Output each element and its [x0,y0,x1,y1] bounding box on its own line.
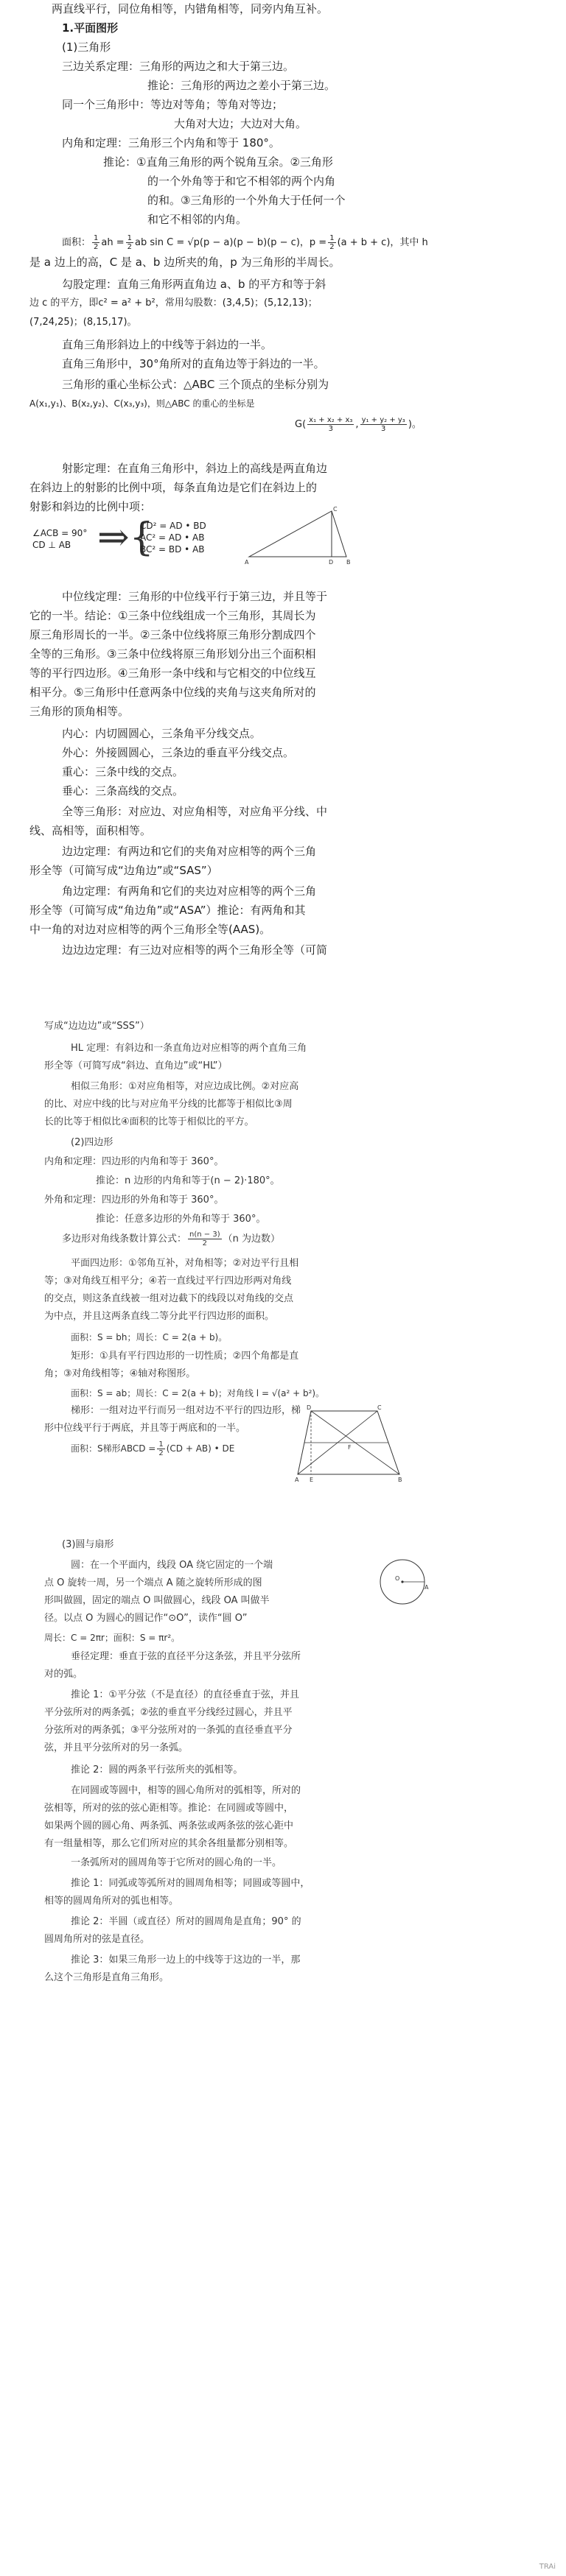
congruent-line: 全等三角形：对应边、对应角相等，对应角平分线、中 [62,805,328,818]
circle-def-line: 圆：在一个平面内，线段 OA 绕它固定的一个端 [71,1560,273,1571]
triangle-text-line: 大角对大边；大边对大角。 [174,117,307,130]
quad-line: 内角和定理：四边形的内角和等于 360°。 [44,1156,224,1167]
chord-line: 推论 1：同弧或等弧所对的圆周角相等；同圆或等圆中， [71,1878,310,1889]
triangle-text-line: 推论：三角形的两边之差小于第三边。 [147,79,336,92]
chord-line: 平分弦所对的两条弧；②弦的垂直平分线经过圆心，并且平 [44,1707,293,1718]
implies-brace: ⇒{ [97,515,154,560]
chord-line: 对的弧。 [44,1669,83,1680]
section-heading-plane-figures: 1.平面图形 [62,21,119,35]
fig2-label-B: B [398,1477,402,1483]
hl-line: 形全等（可简写成“斜边、直角边”或“HL”） [44,1060,228,1071]
centroid-fraction-x: $\frac{\text{x₁ + x₂ + x₃}}{3}$ [309,416,353,433]
circle-def-line: 径。以点 O 为圆心的圆记作“⊙O”，读作“圆 O” [44,1613,248,1624]
fig2-label-D: D [307,1404,312,1411]
trapezoid-line: 形中位线平行于两底，并且等于两底和的一半。 [44,1423,246,1434]
midline-line: 中位线定理：三角形的中位线平行于第三边，并且等于 [62,590,328,603]
midline-line: 它的一半。结论：①三条中位线组成一个三角形，其周长为 [29,609,316,622]
right-triangle-30deg-line: 直角三角形中，30°角所对的直角边等于斜边的一半。 [62,357,325,370]
area-formula-part: ah = [101,237,125,248]
quad-line: 推论：任意多边形的外角和等于 360°。 [96,1214,266,1225]
circle-def-line: 形叫做圆，固定的端点 O 叫做圆心，线段 OA 叫做半 [44,1595,270,1606]
area-note: 是 a 边上的高，C 是 a、b 边所夹的角，p 为三角形的半周长。 [29,256,340,269]
rectangle-area: 面积：S = ab；周长：C = 2(a + b)；对角线 l = √(a² + b²)。 [71,1388,325,1398]
projection-conditions: ∠ACB = 90° CD ⊥ AB [32,528,88,550]
area-formula-part: ab sin C = √p(p − a)(p − b)(p − c)，p = [135,237,327,248]
parallelogram-line: 平面四边形：①邻角互补，对角相等；②对边平行且相 [71,1258,299,1269]
circle-figure [376,1555,429,1608]
centroid-line: A(x₁,y₁)、B(x₂,y₂)、C(x₃,y₃)，则△ABC 的重心的坐标是 [29,398,255,409]
triangle-center-line: 外心：外接圆圆心，三条边的垂直平分线交点。 [62,746,295,759]
chord-line: 分弦所对的两条弧；③平分弦所对的一条弧的直径垂直平分 [44,1725,293,1736]
hl-line: HL 定理：有斜边和一条直角边对应相等的两个直角三角 [71,1043,307,1054]
triangle-text-line: 同一个三角形中：等边对等角；等角对等边； [62,98,284,111]
pythagoras-line: 边 c 的平方，即c² = a² + b²，常用勾股数：(3,4,5)；(5,12,13)； [29,298,318,309]
half-fraction: $\frac{1}{2}$ [329,234,335,251]
fig1-label-B: B [346,559,351,566]
chord-line: 圆周角所对的弦是直径。 [44,1934,150,1945]
projection-line: 射影定理：在直角三角形中，斜边上的高线是两直角边 [62,462,328,475]
triangle-text-line: 和它不相邻的内角。 [147,213,248,226]
fig3-label-O: O [395,1575,400,1582]
projection-line: 射影和斜边的比例中项： [29,500,152,513]
asa-line: 中一角的对边对应相等的两个三角形全等(AAS)。 [29,923,271,936]
chord-line: 推论 1：①平分弦（不是直径）的直径垂直于弦，并且 [71,1689,300,1700]
subsection-triangle: (1)三角形 [62,41,111,54]
sas-line: 边边定理：有两边和它们的夹角对应相等的两个三角 [62,845,317,858]
trapezoid-figure [295,1404,405,1486]
half-fraction: $\frac{1}{2}$ [158,1440,164,1457]
area-formula-part: (a + b + c)，其中 h [337,237,428,248]
chord-line: 么这个三角形是直角三角形。 [44,1972,170,1983]
fig2-label-F: F [348,1444,352,1451]
centroid-line: 三角形的重心坐标公式：△ABC 三个顶点的坐标分别为 [62,378,329,391]
triangle-text-line: 内角和定理：三角形三个内角和等于 180°。 [62,136,280,149]
triangle-text-line: 三边关系定理：三角形的两边之和大于第三边。 [62,60,295,73]
midline-line: 相平分。⑤三角形中任意两条中位线的夹角与这夹角所对的 [29,686,316,699]
fig2-label-C: C [377,1404,382,1411]
rectangle-line: 角；③对角线相等；④轴对称图形。 [44,1368,196,1379]
diagonal-count-line: 多边形对角线条数计算公式： $\frac{n(n - 3)}{2}$ （n 为边数） [62,1231,280,1247]
pythagoras-line: (7,24,25)；(8,15,17)。 [29,317,137,328]
chord-line: 推论 3：如果三角形一边上的中线等于这边的一半，那 [71,1954,301,1966]
right-triangle-median-line: 直角三角形斜边上的中线等于斜边的一半。 [62,338,273,351]
midline-line: 原三角形周长的一半。②三条中位线将原三角形分割成四个 [29,628,316,641]
chord-line: 在同圆或等圆中，相等的圆心角所对的弧相等，所对的 [71,1785,301,1796]
chord-line: 推论 2：半圆（或直径）所对的圆周角是直角；90° 的 [71,1916,301,1927]
half-fraction: $\frac{1}{2}$ [94,234,99,251]
trapezoid-line: 梯形：一组对边平行而另一组对边不平行的四边形，梯 [71,1405,301,1416]
area-formula-line [62,233,544,253]
triangle-text-line: 推论：①直角三角形的两个锐角互余。②三角形 [103,155,333,169]
centroid-fraction-y: $\frac{\text{y₁ + y₂ + y₃}}{3}$ [361,416,405,433]
asa-line: 角边定理：有两角和它们的夹边对应相等的两个三角 [62,884,317,898]
quad-line: 外角和定理：四边形的外角和等于 360°。 [44,1194,224,1206]
midline-line: 等的平行四边形。④三角形一条中线和与它相交的中位线互 [29,666,316,680]
parallelogram-line: 等；③对角线互相平分；④若一直线过平行四边形两对角线 [44,1275,292,1287]
centroid-formula: G( $\frac{\text{x₁ + x₂ + x₃}}{3}$ , $\frac{\text{y₁ + y₂ + y₃}}{3}$ )。 [295,416,422,433]
sss-line: 边边边定理：有三边对应相等的两个三角形全等（可简 [62,943,328,957]
quad-line: 推论：n 边形的内角和等于(n − 2)·180°。 [96,1175,280,1186]
sas-line: 形全等（可简写成“边角边”或“SAS”） [29,864,218,877]
fig1-label-D: D [329,559,334,566]
intro-text: 两直线平行，同位角相等，内错角相等，同旁内角互补。 [52,2,329,15]
circle-formula-line: 周长：C = 2πr；面积：S = πr²。 [44,1633,181,1643]
similar-line: 长的比等于相似比④面积的比等于相似比的平方。 [44,1116,254,1127]
circle-def-line: 点 O 旋转一周，另一个端点 A 随之旋转所形成的图 [44,1577,262,1588]
fig1-label-C: C [333,507,338,513]
fig2-label-A: A [295,1477,299,1483]
half-fraction: $\frac{1}{2}$ [127,234,132,251]
triangle-center-line: 重心：三条中线的交点。 [62,765,184,778]
triangle-center-line: 内心：内切圆圆心，三条角平分线交点。 [62,727,262,740]
chord-line: 弦，并且平分弦所对的另一条弧。 [44,1742,189,1753]
projection-results: CD² = AD • BD AC² = AD • AB BC² = BD • AB [140,521,206,555]
midline-line: 三角形的顶角相等。 [29,705,130,718]
chord-line: 如果两个圆的圆心角、两条弧、两条弦或两条弦的弦心距中 [44,1820,294,1831]
pythagoras-line: 勾股定理：直角三角形两直角边 a、b 的平方和等于斜 [62,278,326,291]
area-label: 面积： [62,237,91,248]
subsection-quadrilateral: (2)四边形 [71,1137,113,1148]
triangle-text-line: 的一个外角等于和它不相邻的两个内角 [147,175,336,188]
parallelogram-line: 的交点，则这条直线被一组对边截下的线段以对角线的交点 [44,1293,294,1304]
similar-line: 相似三角形：①对应角相等，对应边成比例。②对应高 [71,1081,299,1092]
parallelogram-area: 面积：S = bh；周长：C = 2(a + b)。 [71,1332,228,1342]
chord-line: 推论 2：圆的两条平行弦所夹的弧相等。 [71,1764,243,1776]
projection-line: 在斜边上的射影的比例中项，每条直角边是它们在斜边上的 [29,481,318,494]
fig1-label-A: A [245,559,249,566]
triangle-center-line: 垂心：三条高线的交点。 [62,784,184,798]
chord-line: 有一组量相等，那么它们所对应的其余各组量都分别相等。 [44,1838,294,1849]
trapezoid-area: 面积：S梯形ABCD = $\frac{1}{2}$ (CD + AB) • DE [71,1440,235,1457]
chord-line: 弦相等，所对的弦的弦心距相等。推论：在同圆或等圆中， [44,1803,294,1814]
chord-line: 相等的圆周角所对的弧也相等。 [44,1896,179,1907]
rectangle-line: 矩形：①具有平行四边形的一切性质；②四个角都是直 [71,1351,299,1362]
right-triangle-figure [243,507,354,566]
chord-line: 一条弧所对的圆周角等于它所对的圆心角的一半。 [71,1857,282,1868]
chord-line: 垂径定理：垂直于弦的直径平分这条弦，并且平分弦所 [71,1651,301,1662]
sss-line: 写成“边边边”或“SSS”） [44,1021,150,1032]
asa-line: 形全等（可简写成“角边角”或“ASA”）推论：有两角和其 [29,904,306,917]
similar-line: 的比、对应中线的比与对应角平分线的比都等于相似比③周 [44,1099,293,1110]
parallelogram-line: 为中点，并且这两条直线二等分此平行四边形的面积。 [44,1311,275,1322]
triangle-text-line: 的和。③三角形的一个外角大于任何一个 [147,194,346,207]
diagonal-fraction: $\frac{n(n - 3)}{2}$ [189,1231,220,1247]
midline-line: 全等的三角形。③三条中位线将原三角形划分出三个面积相 [29,647,316,661]
fig3-label-A: A [424,1584,429,1591]
congruent-line: 线、高相等，面积相等。 [29,824,152,837]
fig2-label-E: E [310,1477,314,1483]
subsection-circle: (3)圆与扇形 [62,1539,114,1550]
